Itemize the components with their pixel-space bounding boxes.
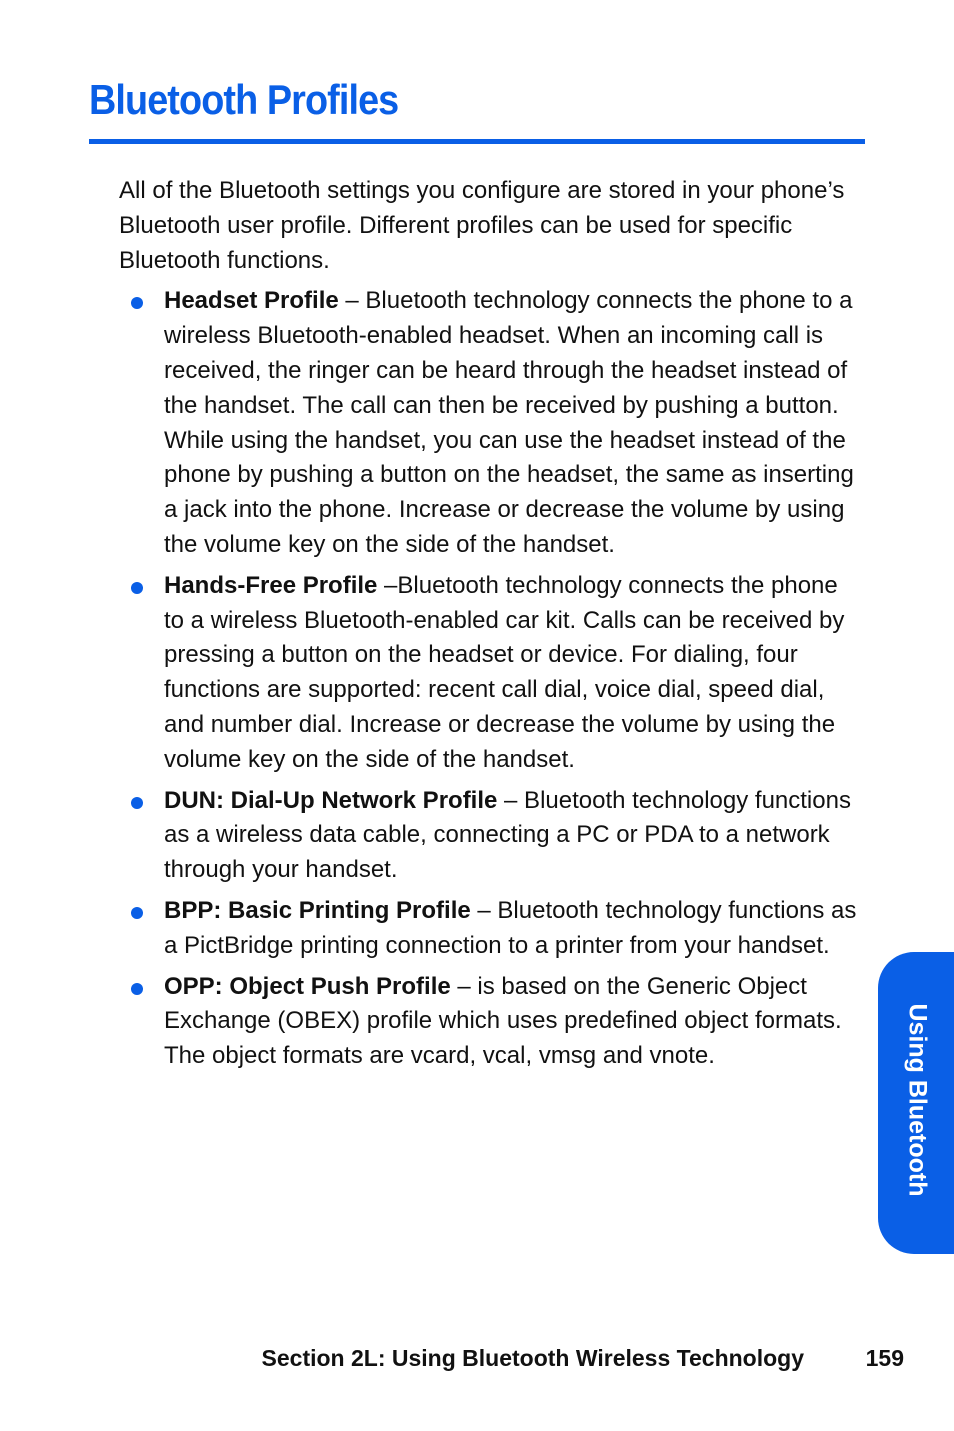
bullet-term: Headset Profile [164, 287, 339, 315]
intro-paragraph: All of the Bluetooth settings you configure are stored in your phone’s Bluetooth user profile. Different profiles can be used for specific Bluetooth functions. [119, 177, 845, 274]
footer-page-number: 159 [865, 1345, 904, 1371]
bullet-text: – Bluetooth technology functions as a PictBridge printing connection to a printer from your handset. [164, 896, 857, 959]
bullet-dot-icon [131, 797, 143, 809]
list-item-headset-profile [119, 284, 864, 562]
page-content [119, 174, 864, 1080]
bullet-dot-icon [131, 983, 143, 995]
title-underline [89, 139, 865, 144]
bullet-text: – is based on the Generic Object Exchange (OBEX) profile which uses predefined object formats. The object formats are vcard, vcal, vmsg and vnote. [164, 972, 842, 1070]
footer-section-title: Section 2L: Using Bluetooth Wireless Technology [261, 1345, 804, 1371]
bullet-text: – Bluetooth technology connects the phone to a wireless Bluetooth-enabled headset. When an incoming call is received, the ringer can be heard through the headset instead of the handset. The call can then be received by pushing a button. While using the handset, you can use the headset instead of the phone by pushing a button on the headset, the same as inserting a jack into the phone. Increase or decrease the volume by using the volume key on the side of the handset. [164, 287, 854, 558]
bullet-dot-icon [131, 297, 143, 309]
list-item-hands-free-profile [119, 569, 864, 778]
list-item-dun-profile [119, 784, 864, 888]
bullet-term: OPP: Object Push Profile [164, 972, 451, 1000]
bullet-term: DUN: Dial-Up Network Profile [164, 786, 498, 814]
list-item-bpp-profile [119, 894, 864, 964]
bullet-term: Hands-Free Profile [164, 571, 378, 599]
bullet-dot-icon [131, 582, 143, 594]
side-tab-label: Using Bluetooth [903, 1003, 932, 1197]
bullet-text: – Bluetooth technology functions as a wireless data cable, connecting a PC or PDA to a network through your handset. [164, 786, 851, 884]
profile-list [119, 284, 864, 1074]
bullet-text: –Bluetooth technology connects the phone to a wireless Bluetooth-enabled car kit. Calls can be received by pressing a button on the headset or device. For dialing, four functions are supported: recent call dial, voice dial, speed dial, and number dial. Increase or decrease the volume by using the volume key on the side of the handset. [164, 571, 845, 773]
list-item-opp-profile [119, 970, 864, 1074]
bullet-dot-icon [131, 907, 143, 919]
bullet-term: BPP: Basic Printing Profile [164, 896, 471, 924]
page-title: Bluetooth Profiles [89, 76, 399, 123]
